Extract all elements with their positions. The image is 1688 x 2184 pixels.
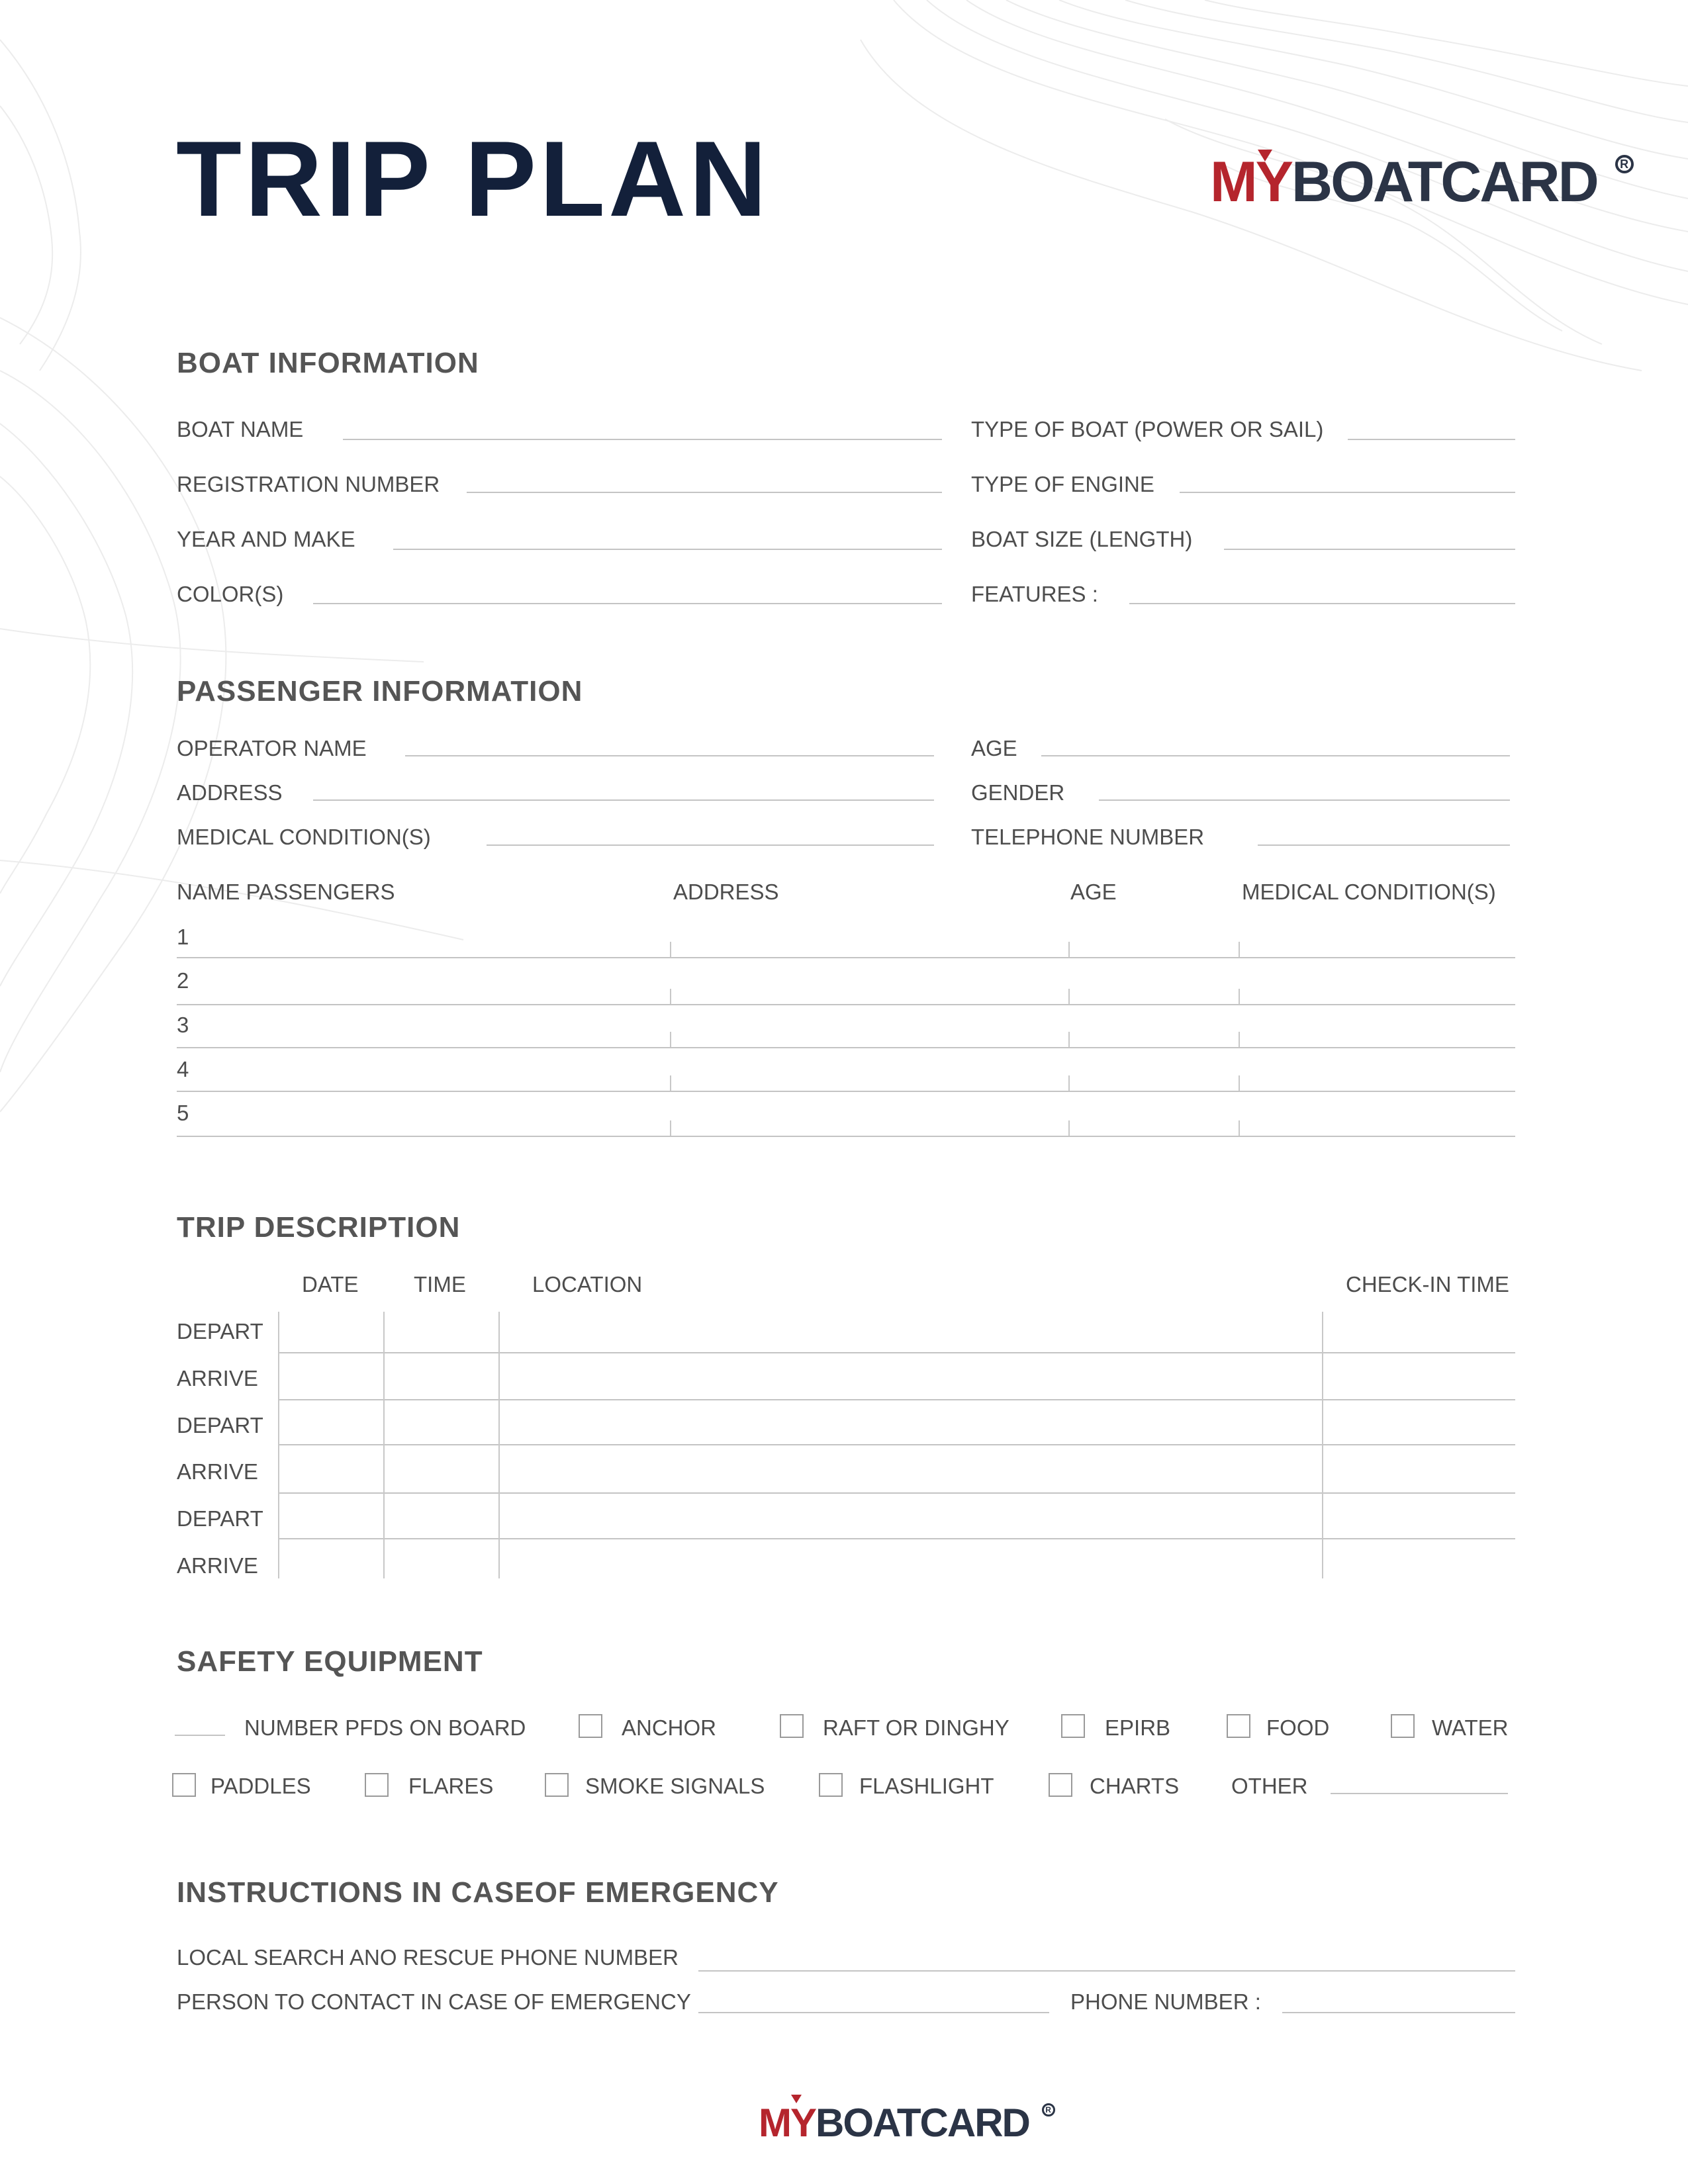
boat-size-field[interactable] <box>1224 549 1515 550</box>
passenger-medical-column-header: MEDICAL CONDITION(S) <box>1242 880 1496 904</box>
column-divider <box>278 1312 279 1578</box>
passenger-row-line[interactable] <box>177 1047 1515 1048</box>
column-divider <box>1239 1032 1240 1047</box>
column-divider <box>1239 1075 1240 1091</box>
trip-row-label: DEPART <box>177 1319 263 1343</box>
water-label: WATER <box>1432 1715 1509 1740</box>
passenger-name-column-header: NAME PASSENGERS <box>177 880 395 904</box>
raft-checkbox[interactable] <box>780 1714 804 1738</box>
search-rescue-field[interactable] <box>698 1970 1515 1972</box>
trip-row-line[interactable] <box>278 1399 1515 1400</box>
column-divider <box>670 1075 671 1091</box>
flares-checkbox[interactable] <box>365 1773 389 1797</box>
boat-name-label: BOAT NAME <box>177 417 304 441</box>
colors-label: COLOR(S) <box>177 582 284 606</box>
column-divider <box>670 989 671 1004</box>
trip-checkin-column-header: CHECK-IN TIME <box>1346 1272 1509 1297</box>
passenger-row-number: 5 <box>177 1101 189 1125</box>
operator-age-field[interactable] <box>1041 755 1510 756</box>
column-divider <box>1068 989 1070 1004</box>
passenger-row-number: 4 <box>177 1057 189 1081</box>
trip-row-line[interactable] <box>278 1492 1515 1494</box>
boat-information-heading: BOAT INFORMATION <box>177 347 479 379</box>
colors-field[interactable] <box>313 603 942 604</box>
trip-row-line[interactable] <box>278 1444 1515 1445</box>
operator-telephone-label: TELEPHONE NUMBER <box>971 825 1205 849</box>
operator-age-label: AGE <box>971 736 1017 760</box>
paddles-checkbox[interactable] <box>172 1773 196 1797</box>
column-divider <box>498 1312 500 1578</box>
food-label: FOOD <box>1266 1715 1330 1740</box>
trip-row-label: DEPART <box>177 1506 263 1531</box>
epirb-checkbox[interactable] <box>1061 1714 1085 1738</box>
pfds-label: NUMBER PFDS ON BOARD <box>244 1715 526 1740</box>
phone-number-label: PHONE NUMBER : <box>1070 1989 1261 2014</box>
passenger-address-column-header: ADDRESS <box>673 880 779 904</box>
column-divider <box>670 1032 671 1047</box>
column-divider <box>1068 1075 1070 1091</box>
trip-row-label: ARRIVE <box>177 1366 258 1390</box>
flares-label: FLARES <box>408 1774 494 1798</box>
year-and-make-label: YEAR AND MAKE <box>177 527 355 551</box>
passenger-row-line[interactable] <box>177 1136 1515 1137</box>
other-label: OTHER <box>1231 1774 1308 1798</box>
operator-name-field[interactable] <box>405 755 934 756</box>
features-field[interactable] <box>1129 603 1515 604</box>
passenger-row-number: 1 <box>177 925 189 949</box>
trip-time-column-header: TIME <box>414 1272 466 1297</box>
brand-logo-name: BOATCARD <box>1291 150 1597 214</box>
anchor-checkbox[interactable] <box>579 1714 602 1738</box>
type-of-engine-label: TYPE OF ENGINE <box>971 472 1154 496</box>
operator-name-label: OPERATOR NAME <box>177 736 367 760</box>
boat-size-label: BOAT SIZE (LENGTH) <box>971 527 1193 551</box>
contact-person-field[interactable] <box>698 2012 1049 2013</box>
trip-row-line[interactable] <box>278 1538 1515 1539</box>
column-divider <box>1239 989 1240 1004</box>
passenger-row-number: 3 <box>177 1013 189 1037</box>
trip-description-heading: TRIP DESCRIPTION <box>177 1211 461 1244</box>
column-divider <box>1322 1312 1323 1578</box>
pfds-count-field[interactable] <box>175 1735 225 1736</box>
column-divider <box>1068 942 1070 957</box>
operator-gender-field[interactable] <box>1099 799 1510 801</box>
features-label: FEATURES : <box>971 582 1098 606</box>
trip-row-label: ARRIVE <box>177 1553 258 1578</box>
brand-logo-prefix: MY <box>1210 150 1291 214</box>
phone-number-field[interactable] <box>1282 2012 1515 2013</box>
passenger-row-line[interactable] <box>177 957 1515 958</box>
type-of-boat-label: TYPE OF BOAT (POWER OR SAIL) <box>971 417 1324 441</box>
registration-number-label: REGISTRATION NUMBER <box>177 472 440 496</box>
operator-telephone-field[interactable] <box>1258 844 1510 846</box>
column-divider <box>1068 1032 1070 1047</box>
charts-label: CHARTS <box>1090 1774 1180 1798</box>
flashlight-label: FLASHLIGHT <box>859 1774 994 1798</box>
anchor-label: ANCHOR <box>622 1715 717 1740</box>
passenger-row-number: 2 <box>177 968 189 993</box>
emergency-heading: INSTRUCTIONS IN CASEOF EMERGENCY <box>177 1876 779 1909</box>
footer-logo-prefix: MY <box>759 2101 816 2145</box>
passenger-age-column-header: AGE <box>1070 880 1117 904</box>
boat-name-field[interactable] <box>343 439 942 440</box>
trip-date-column-header: DATE <box>302 1272 359 1297</box>
brand-logo <box>1210 150 1634 214</box>
trip-location-column-header: LOCATION <box>532 1272 643 1297</box>
water-checkbox[interactable] <box>1391 1714 1415 1738</box>
column-divider <box>1068 1120 1070 1136</box>
footer-brand-logo <box>759 2103 1055 2143</box>
page-title: TRIP PLAN <box>176 119 771 239</box>
column-divider <box>1239 942 1240 957</box>
food-checkbox[interactable] <box>1227 1714 1250 1738</box>
passenger-row-line[interactable] <box>177 1004 1515 1005</box>
trip-row-label: ARRIVE <box>177 1459 258 1484</box>
search-rescue-label: LOCAL SEARCH ANO RESCUE PHONE NUMBER <box>177 1945 679 1970</box>
operator-address-field[interactable] <box>313 799 934 801</box>
charts-checkbox[interactable] <box>1049 1773 1072 1797</box>
registered-mark-icon: R <box>1615 155 1634 173</box>
footer-logo-name: BOATCARD <box>816 2101 1029 2145</box>
epirb-label: EPIRB <box>1105 1715 1171 1740</box>
year-and-make-field[interactable] <box>393 549 942 550</box>
safety-equipment-heading: SAFETY EQUIPMENT <box>177 1645 483 1678</box>
operator-address-label: ADDRESS <box>177 780 283 805</box>
operator-medical-field[interactable] <box>487 844 934 846</box>
column-divider <box>670 1120 671 1136</box>
trip-row-label: DEPART <box>177 1413 263 1437</box>
contact-person-label: PERSON TO CONTACT IN CASE OF EMERGENCY <box>177 1989 691 2014</box>
passenger-row-line[interactable] <box>177 1091 1515 1092</box>
operator-medical-label: MEDICAL CONDITION(S) <box>177 825 431 849</box>
column-divider <box>670 942 671 957</box>
trip-row-line[interactable] <box>278 1352 1515 1353</box>
registration-number-field[interactable] <box>467 492 942 493</box>
type-of-engine-field[interactable] <box>1180 492 1515 493</box>
operator-gender-label: GENDER <box>971 780 1065 805</box>
passenger-information-heading: PASSENGER INFORMATION <box>177 675 583 707</box>
paddles-label: PADDLES <box>211 1774 311 1798</box>
smoke-signals-checkbox[interactable] <box>545 1773 569 1797</box>
smoke-signals-label: SMOKE SIGNALS <box>585 1774 765 1798</box>
footer-registered-mark-icon: R <box>1042 2103 1055 2116</box>
flashlight-checkbox[interactable] <box>819 1773 843 1797</box>
raft-label: RAFT OR DINGHY <box>823 1715 1009 1740</box>
other-field[interactable] <box>1331 1793 1508 1794</box>
column-divider <box>383 1312 385 1578</box>
column-divider <box>1239 1120 1240 1136</box>
type-of-boat-field[interactable] <box>1348 439 1515 440</box>
